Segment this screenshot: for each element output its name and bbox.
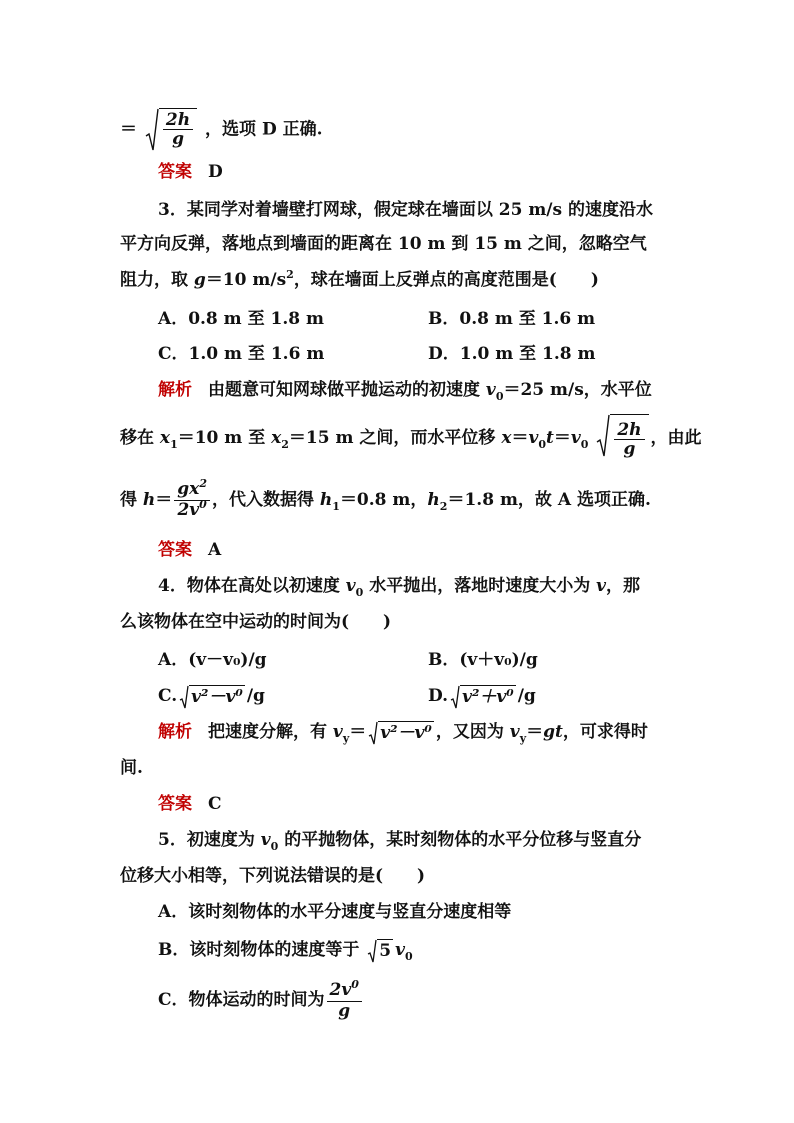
q3-stem-line-1: 3．某同学对着墙壁打网球，假定球在墙面以 25 m/s 的速度沿水 [158,200,654,220]
option-c: C．1.0 m 至 1.6 m [158,344,325,364]
q4-options-row-2 [158,682,674,710]
option-d: D．1.0 m 至 1.8 m [428,344,596,364]
q5-option-b: B．该时刻物体的速度等于 5 $v_0$ [158,940,413,963]
answer-value: D [208,162,223,182]
q2-tail-line [120,108,674,148]
radical-icon [450,685,460,709]
q3-analysis-line-1: 解析 由题意可知网球做平抛运动的初速度 $v_0=25$ m/s，水平位 [158,380,652,403]
sqrt-expression: 5 [367,939,393,963]
sqrt-expression: v²－v⁰ [179,685,245,709]
q2-tail-text: ，选项 D 正确. [205,119,323,140]
sqrt-expression [145,108,197,152]
sqrt-expression [596,414,648,463]
q4-options-row-1 [158,648,674,672]
q5-option-a: A．该时刻物体的水平分速度与竖直分速度相等 [158,902,512,922]
q3-stem-line-3: 阻力，取 g＝10 $m/s^2$，球在墙面上反弹点的高度范围是( ) [120,268,599,290]
answer-label: 答案 [158,540,192,560]
q3-stem-line-2: 平方向反弹，落地点到墙面的距离在 10 m 到 15 m 之间，忽略空气 [120,234,647,254]
fraction: $\frac{2h}{g}$ [614,421,644,458]
answer-value: A [208,540,222,560]
q3-answer-line [158,538,674,562]
q3-options-row-2 [158,342,674,366]
q4-stem-line-2: 么该物体在空中运动的时间为( ) [120,612,392,632]
option-a: A．0.8 m 至 1.8 m [158,309,324,329]
radical-icon [145,108,159,152]
q2-answer-line [158,160,674,184]
radical-icon [368,721,378,745]
sqrt-expression: v²＋v⁰ [450,685,516,709]
q4-analysis-line-2: 间. [120,758,143,778]
equals-sign: ＝ [120,119,137,140]
answer-label: 答案 [158,162,192,182]
answer-value: C [208,794,222,814]
q4-stem-line-1: 4．物体在高处以初速度 $v_0$ 水平抛出，落地时速度大小为 v，那 [158,576,641,599]
sqrt-expression: v²－v⁰ [368,721,434,745]
fraction: $\frac{2h}{g}$ [163,111,193,148]
q4-answer-line [158,792,674,816]
option-b: B．(v＋v₀)/g [428,650,538,670]
q5-stem-line-2: 位移大小相等，下列说法错误的是( ) [120,866,426,886]
q5-stem-line-1: 5．初速度为 $v_0$ 的平抛物体，某时刻物体的水平分位移与竖直分 [158,830,642,853]
option-b: B．0.8 m 至 1.6 m [428,309,596,329]
radical-icon [596,414,610,458]
analysis-label: 解析 [158,380,192,400]
q3-options-row-1 [158,307,674,331]
fraction: $\frac{gx^2}{2v^0}$ [174,480,210,521]
q3-analysis-line-2: 移在 $x_1=10$ m 至 $x_2=15$ m 之间，而水平位移 $x=v_0t=v_0$ $\frac{2h}{g}$ ，由此 [120,414,674,462]
q3-analysis-line-3: 得 h＝ $\frac{gx^2}{2v^0}$ ，代入数据得 $h_1=0.8$ m，$h_2=1.8$ m，故 A 选项正确. [120,477,651,520]
option-d: D. v²＋v⁰ /g [428,686,536,707]
radical-icon [367,939,377,963]
answer-label: 答案 [158,794,192,814]
q4-analysis-line-1: 解析 把速度分解，有 $v_y=$ v²－v⁰ ，又因为 $v_y=gt$，可求得时 [158,722,648,745]
fraction: $\frac{2v^0}{g}$ [327,981,362,1020]
radical-icon [179,685,189,709]
option-c: C. v²－v⁰ /g [158,686,265,707]
q5-option-c: C．物体运动的时间为 $\frac{2v^0}{g}$ [158,976,674,1024]
option-a: A．(v－v₀)/g [158,650,267,670]
analysis-label: 解析 [158,722,192,742]
